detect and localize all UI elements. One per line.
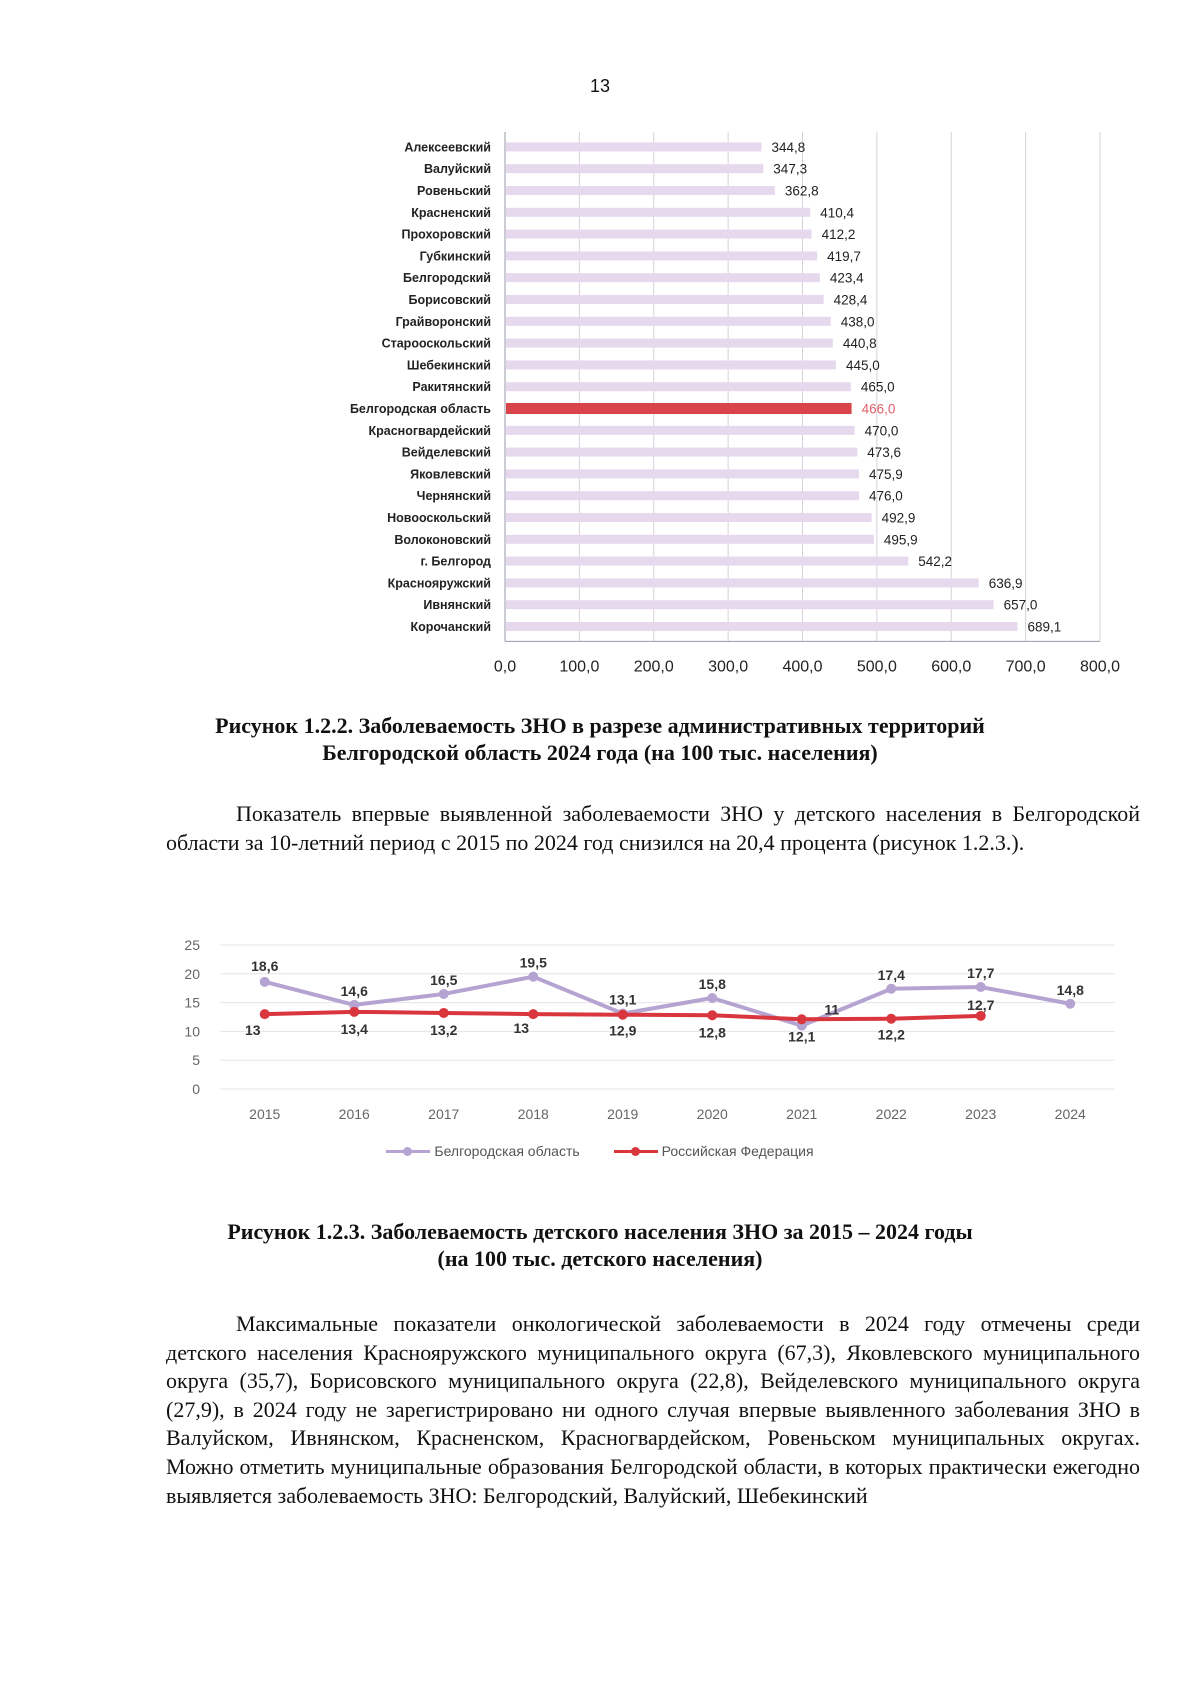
line-data-label: 16,5 — [430, 971, 458, 988]
line-x-tick-label: 2023 — [965, 1106, 997, 1122]
bar-category-label: Краснояружский — [387, 576, 491, 591]
bar-x-tick-label: 500,0 — [856, 658, 897, 676]
line-x-tick-label: 2016 — [338, 1106, 370, 1122]
bar-x-tick-label: 700,0 — [1005, 658, 1046, 676]
bar-value-label: 466,0 — [861, 401, 896, 417]
bar-value-label: 636,9 — [988, 575, 1023, 591]
bar — [506, 448, 857, 457]
line-data-label: 13,1 — [609, 991, 637, 1008]
bar — [506, 208, 810, 217]
line-x-tick-label: 2019 — [607, 1106, 639, 1122]
line-point — [439, 989, 449, 999]
line-data-label: 12,7 — [967, 996, 995, 1013]
bar-x-tick-label: 100,0 — [559, 658, 600, 676]
line-y-tick-label: 20 — [184, 965, 200, 982]
figure-caption-1-line2: Белгородской область 2024 года (на 100 тыс. населения) — [322, 740, 878, 765]
line-y-tick-label: 5 — [192, 1052, 200, 1069]
line-data-label: 14,8 — [1056, 981, 1084, 998]
line-data-label: 11 — [824, 1001, 840, 1018]
bar-category-label: Волоконовский — [394, 532, 491, 547]
bar-category-label: Белгородский — [402, 271, 491, 286]
line-chart-legend — [0, 1143, 1200, 1159]
paragraph-1: Показатель впервые выявленной заболеваемости ЗНО у детского населения в Белгородской области за 10-летний период с 2015 по 2024 год снизился на 20,4 процента (рисунок 1.2.3.). — [166, 801, 1140, 855]
legend-item-region — [386, 1143, 579, 1159]
line-y-tick-label: 10 — [184, 1023, 200, 1040]
bar — [506, 578, 979, 587]
bar — [506, 360, 836, 369]
bar-category-label: Белгородская область — [349, 402, 491, 416]
legend-label-region: Белгородская область — [434, 1143, 580, 1159]
line-y-tick-label: 15 — [184, 994, 200, 1011]
bar-value-label: 689,1 — [1027, 619, 1062, 635]
bar-value-label: 473,6 — [867, 445, 902, 461]
bar-value-label: 542,2 — [918, 554, 953, 570]
bar-category-label: Новооскольский — [387, 511, 491, 525]
bar-category-label: Грайворонский — [395, 314, 491, 329]
figure-caption-2 — [150, 1218, 1050, 1272]
line-chart-children — [0, 930, 1200, 1130]
figure-caption-1-line1: Рисунок 1.2.2. Заболеваемость ЗНО в разрезе административных территорий — [215, 713, 985, 738]
bar-value-label: 492,9 — [881, 510, 916, 526]
bar-x-tick-label: 600,0 — [931, 658, 972, 676]
bar-x-tick-label: 300,0 — [708, 658, 749, 676]
bar-category-label: Чернянский — [416, 489, 491, 504]
line-point — [528, 972, 538, 982]
line-data-label: 17,4 — [877, 966, 905, 983]
line-y-tick-label: 25 — [184, 937, 200, 953]
line-point — [707, 1010, 717, 1020]
bar-value-label: 412,2 — [821, 227, 856, 243]
bar — [506, 230, 812, 239]
line-data-label: 13 — [513, 1020, 530, 1037]
bar-value-label: 347,3 — [773, 161, 808, 177]
bar-category-label: Прохоровский — [401, 227, 491, 242]
legend-marker-region — [386, 1150, 430, 1153]
bar-category-label: Корочанский — [410, 620, 491, 634]
line-data-label: 17,7 — [967, 965, 995, 982]
line-data-label: 15,8 — [698, 975, 726, 992]
bar — [506, 535, 874, 544]
legend-item-rf — [614, 1143, 814, 1159]
bar-category-label: Борисовский — [408, 293, 491, 307]
bar — [506, 600, 994, 609]
line-point — [260, 1009, 270, 1019]
figure-caption-2-line1: Рисунок 1.2.3. Заболеваемость детского населения ЗНО за 2015 – 2024 годы — [227, 1219, 973, 1244]
bar-value-label: 445,0 — [845, 357, 880, 373]
bar-value-label: 410,4 — [820, 205, 855, 221]
bar-chart-territories — [0, 120, 1200, 680]
bar — [506, 317, 831, 326]
bar-x-tick-label: 0,0 — [493, 658, 517, 676]
bar-value-label: 470,0 — [864, 423, 899, 439]
paragraph-2: Максимальные показатели онкологической заболеваемости в 2024 году отмечены среди детского населения Краснояружского муниципального округа (67,3), Яковлевского муниципального округа (35,7), Борисовского муниципального округа (22,8), Вейделевского муниципального округа (27,9), в 2024 году не зарегистрировано ни одного случая впервые выявленного заболевания ЗНО в Валуйском, Ивнянском, Красненском, Красногвардейском, Ровеньском муниципальных округах. Можно отметить муниципальные образования Белгородской области, в которых практически ежегодно выявляется заболеваемость ЗНО: Белгородский, Валуйский, Шебекинский — [166, 1311, 1140, 1508]
bar-category-label: г. Белгород — [420, 554, 491, 569]
legend-marker-rf — [614, 1150, 658, 1153]
bar-value-label: 657,0 — [1003, 597, 1038, 613]
line-point — [528, 1009, 538, 1019]
bar-value-label: 465,0 — [860, 379, 895, 395]
line-point — [886, 1014, 896, 1024]
bar-category-label: Яковлевский — [410, 467, 491, 482]
line-x-tick-label: 2018 — [517, 1106, 549, 1122]
line-y-tick-label: 0 — [192, 1081, 200, 1097]
line-point — [886, 984, 896, 994]
line-x-tick-label: 2021 — [786, 1106, 818, 1122]
bar — [506, 469, 859, 478]
bar-value-label: 440,8 — [842, 336, 877, 352]
bar-category-label: Шебекинский — [406, 358, 491, 373]
bar — [506, 403, 852, 414]
bar — [506, 164, 763, 173]
line-data-label: 19,5 — [519, 954, 547, 971]
bar-category-label: Ровеньский — [417, 184, 491, 198]
bar-value-label: 438,0 — [840, 314, 875, 330]
line-point — [618, 1010, 628, 1020]
bar-x-tick-label: 200,0 — [633, 658, 674, 676]
bar — [506, 142, 761, 151]
bar-category-label: Вейделевский — [401, 445, 491, 460]
line-x-tick-label: 2017 — [428, 1106, 460, 1122]
bar-category-label: Алексеевский — [404, 140, 491, 155]
figure-caption-2-line2: (на 100 тыс. детского населения) — [437, 1246, 763, 1271]
bar — [506, 557, 908, 566]
line-point — [976, 982, 986, 992]
bar — [506, 513, 872, 522]
bar-category-label: Старооскольский — [381, 336, 491, 351]
line-point — [260, 977, 270, 987]
bar — [506, 426, 855, 435]
line-x-tick-label: 2015 — [249, 1106, 281, 1122]
bar-x-tick-label: 400,0 — [782, 658, 823, 676]
line-data-label: 14,6 — [340, 982, 368, 999]
line-data-label: 12,1 — [788, 1028, 816, 1045]
bar — [506, 273, 820, 282]
bar-value-label: 423,4 — [829, 270, 864, 286]
line-point — [707, 993, 717, 1003]
bar-category-label: Валуйский — [424, 162, 491, 177]
bar-value-label: 495,9 — [883, 532, 918, 548]
bar-category-label: Красногвардейский — [368, 423, 491, 438]
bar-value-label: 419,7 — [827, 248, 861, 264]
bar-category-label: Ивнянский — [423, 598, 491, 613]
bar — [506, 382, 851, 391]
bar — [506, 622, 1018, 631]
bar — [506, 491, 859, 500]
bar-category-label: Губкинский — [419, 249, 491, 264]
bar — [506, 186, 775, 195]
line-data-label: 13,4 — [340, 1020, 368, 1037]
bar-x-tick-label: 800,0 — [1079, 658, 1121, 676]
line-data-label: 12,2 — [877, 1026, 905, 1043]
line-data-label: 18,6 — [251, 957, 279, 974]
legend-label-rf: Российская Федерация — [661, 1143, 814, 1159]
line-x-tick-label: 2020 — [696, 1106, 728, 1122]
bar-value-label: 476,0 — [869, 488, 903, 504]
line-point — [797, 1014, 807, 1024]
line-point — [1065, 999, 1075, 1009]
line-point — [439, 1008, 449, 1018]
page-number: 13 — [589, 76, 611, 96]
bar — [506, 339, 833, 348]
line-data-label: 12,8 — [698, 1024, 726, 1041]
bar-value-label: 344,8 — [771, 139, 806, 155]
bar-value-label: 362,8 — [784, 183, 819, 199]
line-data-label: 12,9 — [609, 1022, 637, 1039]
bar — [506, 295, 824, 304]
bar-value-label: 475,9 — [868, 466, 903, 482]
line-x-tick-label: 2022 — [875, 1106, 907, 1122]
bar-category-label: Красненский — [411, 205, 491, 220]
bar-category-label: Ракитянский — [412, 380, 491, 395]
bar — [506, 251, 817, 260]
figure-caption-1 — [150, 712, 1050, 766]
line-point — [349, 1007, 359, 1017]
line-data-label: 13 — [244, 1022, 261, 1039]
bar-value-label: 428,4 — [833, 292, 868, 308]
line-x-tick-label: 2024 — [1054, 1106, 1086, 1122]
line-data-label: 13,2 — [430, 1021, 458, 1038]
